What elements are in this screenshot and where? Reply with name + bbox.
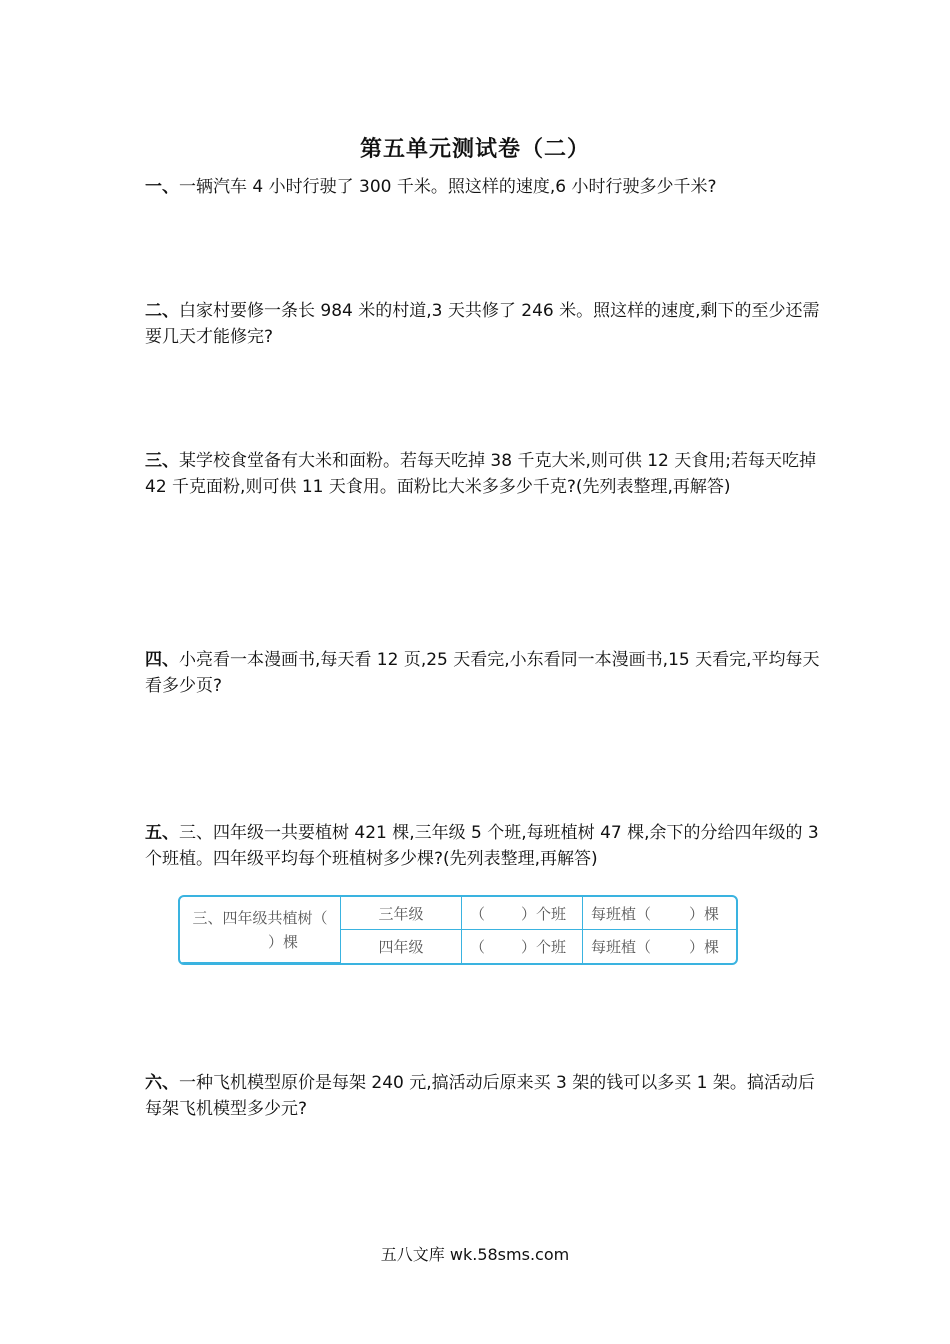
class-count-cell [462,930,583,963]
question-text: 小亮看一本漫画书,每天看 12 页,25 天看完,小东看同一本漫画书,15 天看完,平均每天看多少页? [145,650,820,696]
per-class-label: 每班植（ [591,937,652,956]
grade-label: 四年级 [378,937,424,956]
question-text: 白家村要修一条长 984 米的村道,3 天共修了 246 米。照这样的速度,剩下的至少还需要几天才能修完? [145,301,820,347]
per-class-label: 每班植（ [591,904,652,923]
per-class-cell [583,930,737,963]
total-trees-label: 三、四年级共植树（ [192,908,328,927]
page-title: 第五单元测试卷（二） [359,136,590,162]
question-number: 一、 [145,177,179,197]
total-trees-unit: ）棵 [267,932,298,951]
question-2 [145,298,825,350]
per-class-unit: ）棵 [689,937,720,956]
question-number: 三、 [145,451,179,471]
paren-open: （ [470,937,486,956]
question-number: 六、 [145,1073,179,1093]
table-grid [180,897,736,963]
footer-watermark: 五八文库 wk.58sms.com [380,1245,570,1264]
per-class-unit: ）棵 [689,904,720,923]
question-4 [145,647,825,699]
question-text: 某学校食堂备有大米和面粉。若每天吃掉 38 千克大米,则可供 12 天食用;若每天吃掉 42 千克面粉,则可供 11 天食用。面粉比大米多多少千克?(先列表整理,再解答) [145,451,817,497]
total-trees-cell [180,897,341,963]
question-5 [145,820,825,872]
question-text: 一辆汽车 4 小时行驶了 300 千米。照这样的速度,6 小时行驶多少千米? [179,177,717,197]
question-text: 一种飞机模型原价是每架 240 元,搞活动后原来买 3 架的钱可以多买 1 架。搞活动后每架飞机模型多少元? [145,1073,815,1119]
per-class-cell [583,897,737,930]
class-count-unit: ）个班 [521,937,567,956]
grade-cell [341,930,462,963]
question-number: 五、 [145,823,179,843]
class-count-unit: ）个班 [521,904,567,923]
class-count-cell [462,897,583,930]
question-text: 三、四年级一共要植树 421 棵,三年级 5 个班,每班植树 47 棵,余下的分给四年级的 3 个班植。四年级平均每个班植树多少棵?(先列表整理,再解答) [145,823,819,869]
table-row [180,897,736,930]
grade-label: 三年级 [378,904,424,923]
question-1 [145,174,825,200]
question-number: 四、 [145,650,179,670]
paren-open: （ [470,904,486,923]
question-6 [145,1070,825,1122]
grade-cell [341,897,462,930]
question-3 [145,448,825,500]
question-number: 二、 [145,301,179,321]
data-table [178,895,738,965]
